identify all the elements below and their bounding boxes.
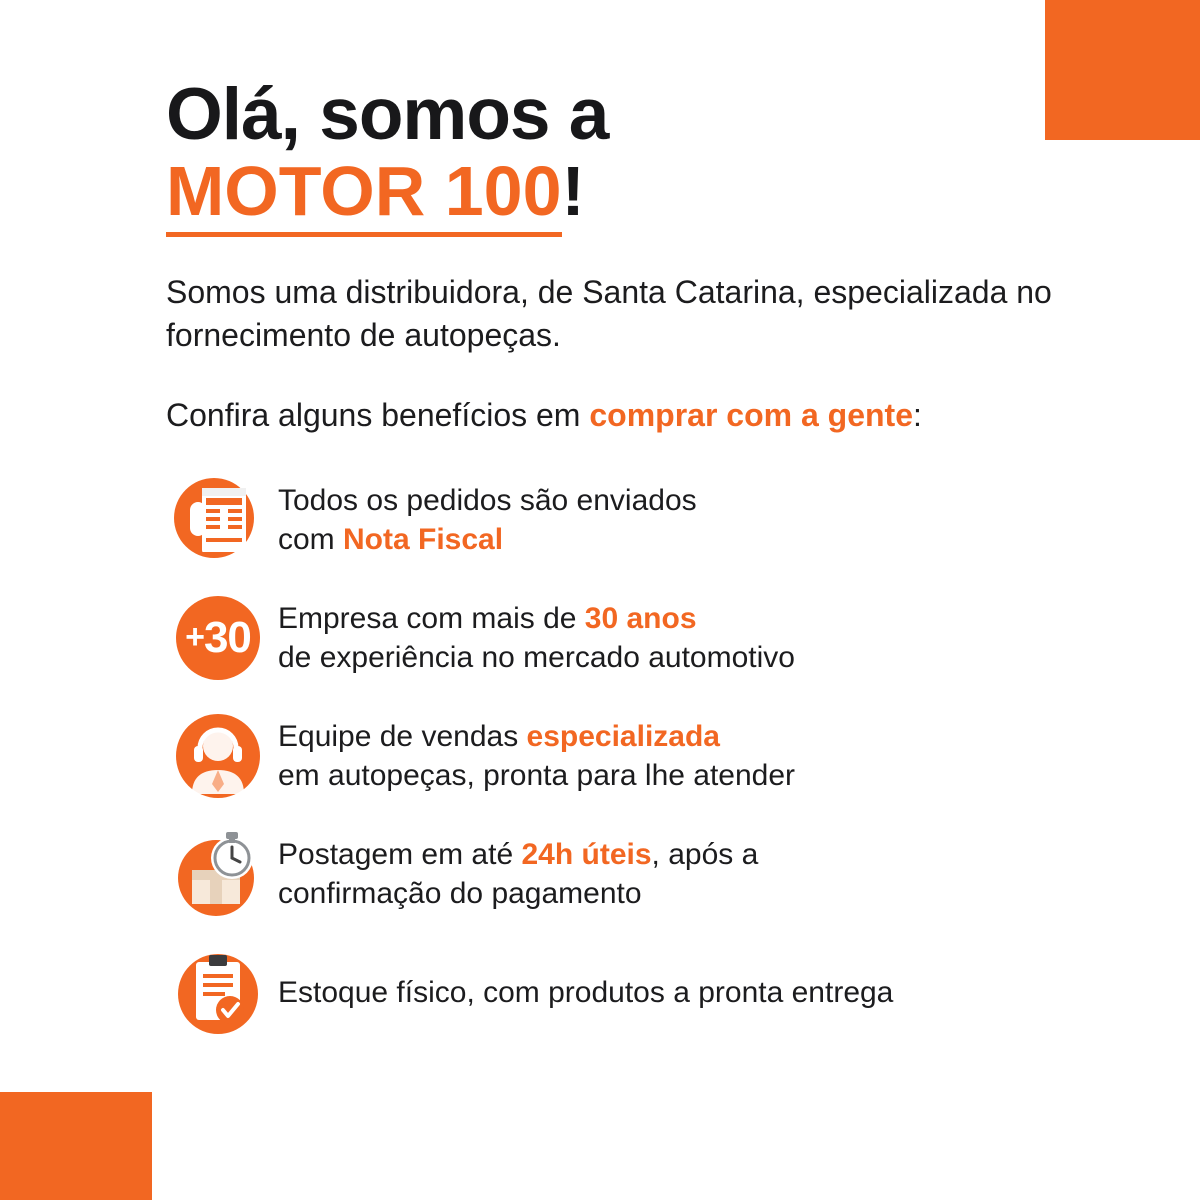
intro-line-2: especializada no fornecimento de autopeças.: [166, 273, 1052, 354]
list-item-text: [270, 481, 697, 559]
list-item-text: [270, 973, 893, 1012]
receipt-icon: [166, 474, 270, 566]
benefit-4-line-1: [278, 835, 758, 874]
benefit-3-line-2: em autopeças, pronta para lhe atender: [278, 759, 796, 792]
decor-bottom-left-square: [0, 1092, 152, 1200]
intro-paragraph: [166, 271, 1126, 358]
clipboard-check-icon: [166, 946, 270, 1038]
plus-30-badge-icon: [166, 596, 270, 680]
benefit-3-highlight: especializada: [526, 720, 720, 753]
intro-line-1: Somos uma distribuidora, de Santa Catarina,: [166, 273, 805, 310]
list-item-text: [270, 717, 795, 795]
headline-line-2: [166, 152, 1126, 230]
benefit-4-line-1-suffix: , após a: [651, 838, 759, 871]
package-stopwatch-icon: [166, 826, 270, 922]
benefit-2-line-1-prefix: Empresa com mais de: [278, 602, 585, 635]
benefit-1-line-1: Todos os pedidos são enviados: [278, 484, 697, 517]
header-block: [166, 74, 1126, 437]
list-item: [166, 588, 1146, 688]
list-item-text: [270, 599, 795, 677]
benefit-1-line-2: [278, 520, 697, 559]
badge-number: 30: [203, 613, 251, 662]
benefit-4-highlight: 24h úteis: [521, 838, 652, 871]
badge-label: [185, 613, 251, 662]
benefit-4-line-1-prefix: Postagem em até: [278, 838, 522, 871]
benefit-2-line-1: [278, 599, 795, 638]
benefit-3-line-1-prefix: Equipe de vendas: [278, 720, 527, 753]
benefit-4-line-2: confirmação do pagamento: [278, 877, 642, 910]
benefits-intro-prefix: Confira alguns benefícios em: [166, 396, 590, 433]
brand-name: MOTOR 100: [166, 152, 562, 237]
badge-circle: [176, 596, 260, 680]
headline-exclamation: !: [561, 152, 585, 230]
badge-plus: +: [185, 618, 204, 656]
headline-line-1: Olá, somos a: [166, 74, 609, 155]
benefit-3-line-1: [278, 717, 795, 756]
benefit-2-highlight: 30 anos: [584, 602, 697, 635]
benefits-intro-paragraph: [166, 394, 1126, 438]
benefit-1-line-2-prefix: com: [278, 523, 344, 556]
list-item-text: [270, 835, 758, 913]
benefits-list: [166, 470, 1146, 1060]
list-item: [166, 824, 1146, 924]
benefits-intro-highlight: comprar com a gente: [589, 396, 913, 433]
benefit-5-line-1: Estoque físico, com produtos a pronta entrega: [278, 975, 894, 1009]
list-item: [166, 942, 1146, 1042]
benefit-1-highlight: Nota Fiscal: [343, 523, 504, 556]
support-agent-icon: [166, 710, 270, 802]
benefits-intro-suffix: :: [913, 396, 922, 433]
list-item: [166, 706, 1146, 806]
benefit-2-line-2: de experiência no mercado automotivo: [278, 641, 795, 674]
list-item: [166, 470, 1146, 570]
